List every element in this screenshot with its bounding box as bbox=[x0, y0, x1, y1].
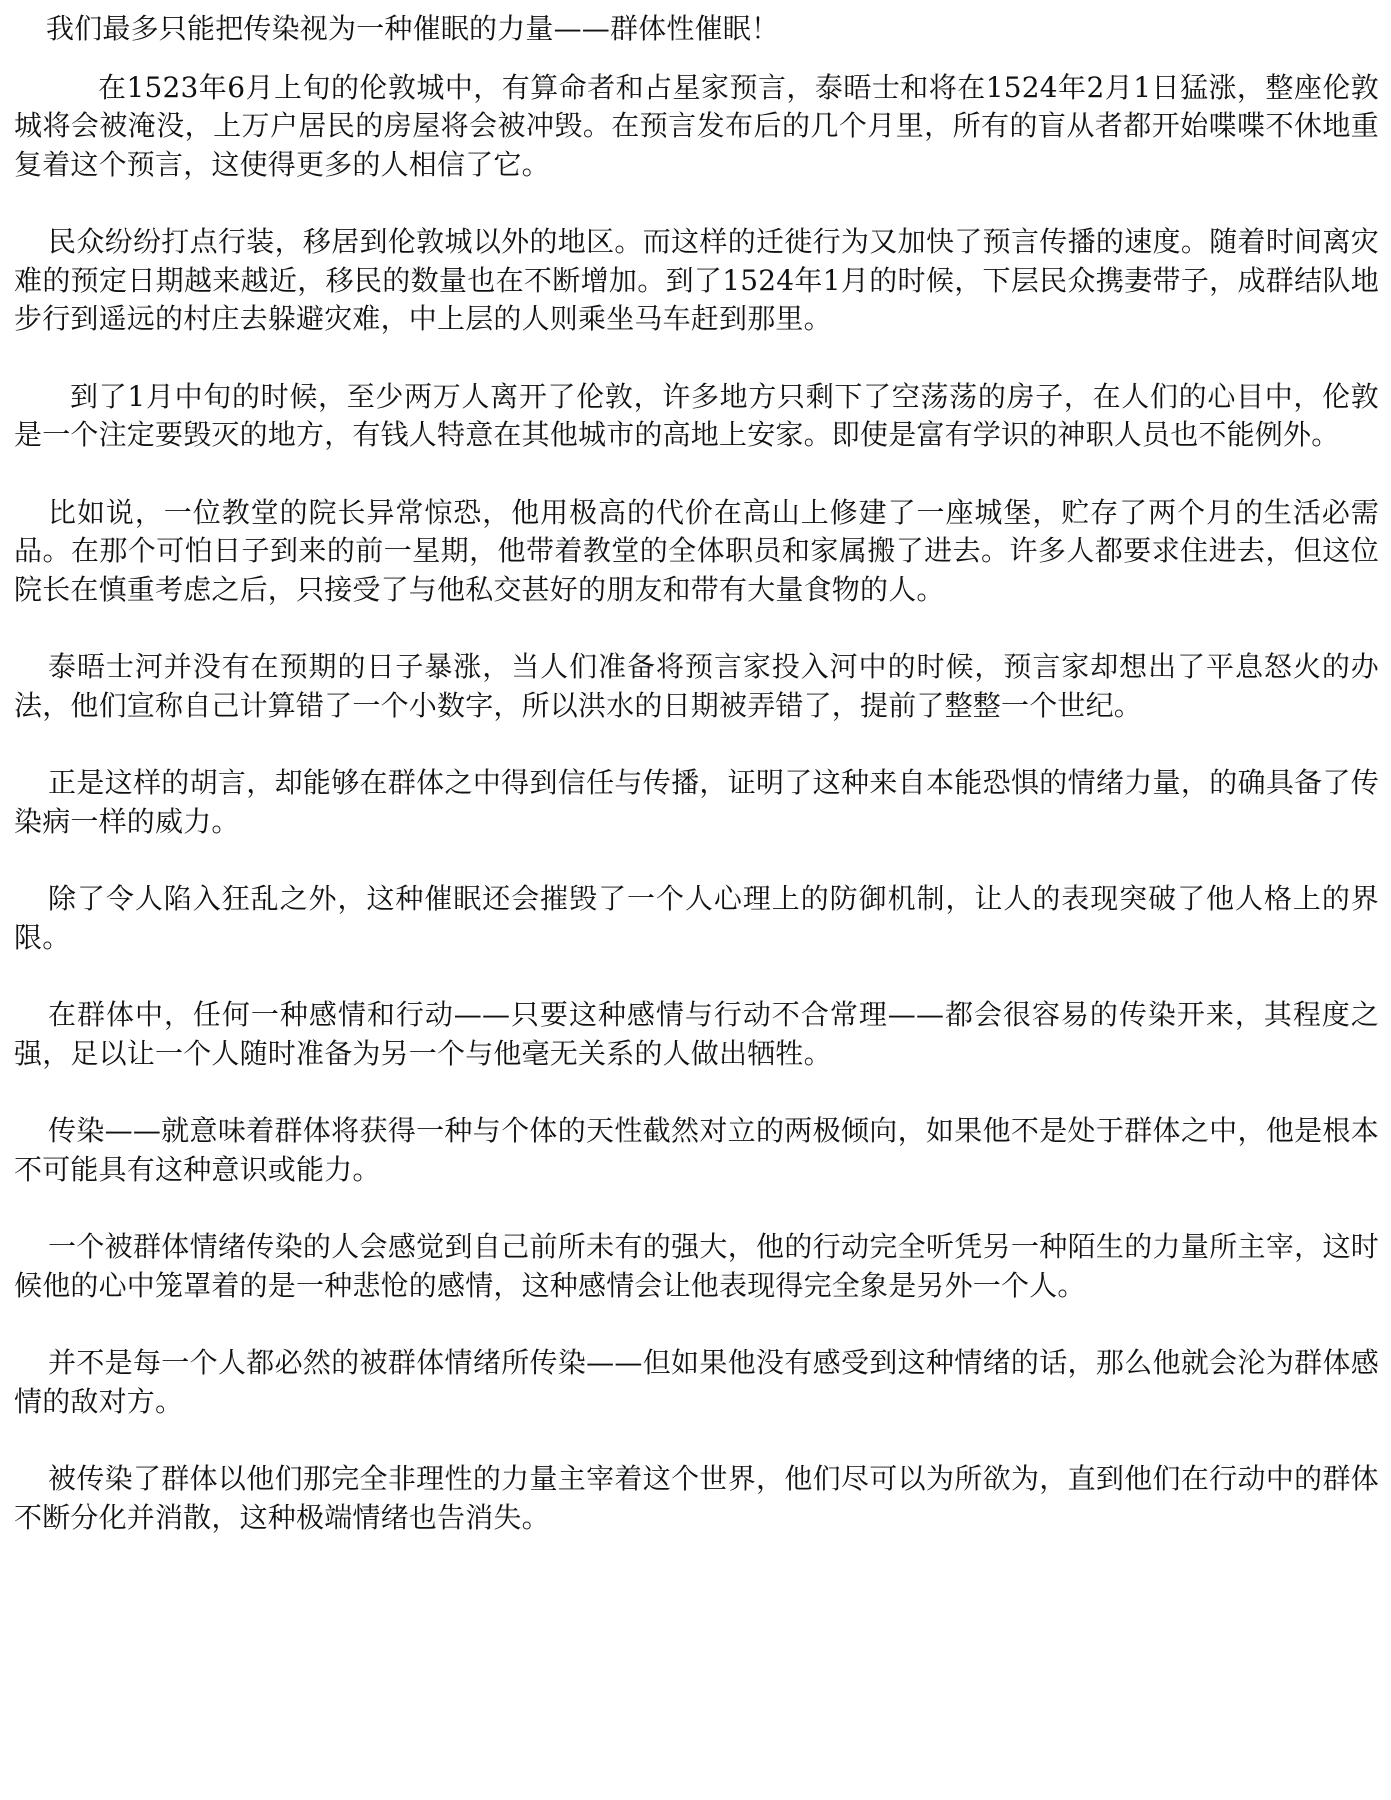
paragraph-5: 泰晤士河并没有在预期的日子暴涨，当人们准备将预言家投入河中的时候，预言家却想出了平息怒火的办法，他们宣称自己计算错了一个小数字，所以洪水的日期被弄错了，提前了整整一个世纪。 bbox=[14, 650, 1379, 722]
paragraph-3: 到了1月中旬的时候，至少两万人离开了伦敦，许多地方只剩下了空荡荡的房子，在人们的心目中，伦敦是一个注定要毁灭的地方，有钱人特意在其他城市的高地上安家。即使是富有学识的神职人员也不能例外。 bbox=[14, 379, 1379, 451]
paragraph-2: 民众纷纷打点行装，移居到伦敦城以外的地区。而这样的迁徙行为又加快了预言传播的速度。随着时间离灾难的预定日期越来越近，移民的数量也在不断增加。到了1524年1月的时候，下层民众携妻带子，成群结队地步行到遥远的村庄去躲避灾难，中上层的人则乘坐马车赶到那里。 bbox=[14, 225, 1379, 335]
opening-line: 我们最多只能把传染视为一种催眠的力量——群体性催眠！ bbox=[46, 12, 780, 45]
paragraph-11: 并不是每一个人都必然的被群体情绪所传染——但如果他没有感受到这种情绪的话，那么他就会沦为群体感情的敌对方。 bbox=[14, 1346, 1379, 1418]
paragraph-1: 在1523年6月上旬的伦敦城中，有算命者和占星家预言，泰晤士和将在1524年2月1日猛涨，整座伦敦城将会被淹没，上万户居民的房屋将会被冲毁。在预言发布后的几个月里，所有的盲从者都开始喋喋不休地重复着这个预言，这使得更多的人相信了它。 bbox=[14, 70, 1379, 181]
paragraph-8: 在群体中，任何一种感情和行动——只要这种感情与行动不合常理——都会很容易的传染开来，其程度之强，足以让一个人随时准备为另一个与他毫无关系的人做出牺牲。 bbox=[14, 998, 1379, 1070]
paragraph-10: 一个被群体情绪传染的人会感觉到自己前所未有的强大，他的行动完全听凭另一种陌生的力量所主宰，这时候他的心中笼罩着的是一种悲怆的感情，这种感情会让他表现得完全象是另外一个人。 bbox=[14, 1230, 1379, 1302]
paragraph-12: 被传染了群体以他们那完全非理性的力量主宰着这个世界，他们尽可以为所欲为，直到他们在行动中的群体不断分化并消散，这种极端情绪也告消失。 bbox=[14, 1462, 1379, 1534]
paragraph-6: 正是这样的胡言，却能够在群体之中得到信任与传播，证明了这种来自本能恐惧的情绪力量，的确具备了传染病一样的威力。 bbox=[14, 766, 1379, 838]
paragraph-7: 除了令人陷入狂乱之外，这种催眠还会摧毁了一个人心理上的防御机制，让人的表现突破了他人格上的界限。 bbox=[14, 882, 1379, 954]
paragraph-9: 传染——就意味着群体将获得一种与个体的天性截然对立的两极倾向，如果他不是处于群体之中，他是根本不可能具有这种意识或能力。 bbox=[14, 1114, 1379, 1186]
paragraph-4: 比如说，一位教堂的院长异常惊恐，他用极高的代价在高山上修建了一座城堡，贮存了两个月的生活必需品。在那个可怕日子到来的前一星期，他带着教堂的全体职员和家属搬了进去。许多人都要求住进去，但这位院长在慎重考虑之后，只接受了与他私交甚好的朋友和带有大量食物的人。 bbox=[14, 495, 1379, 606]
